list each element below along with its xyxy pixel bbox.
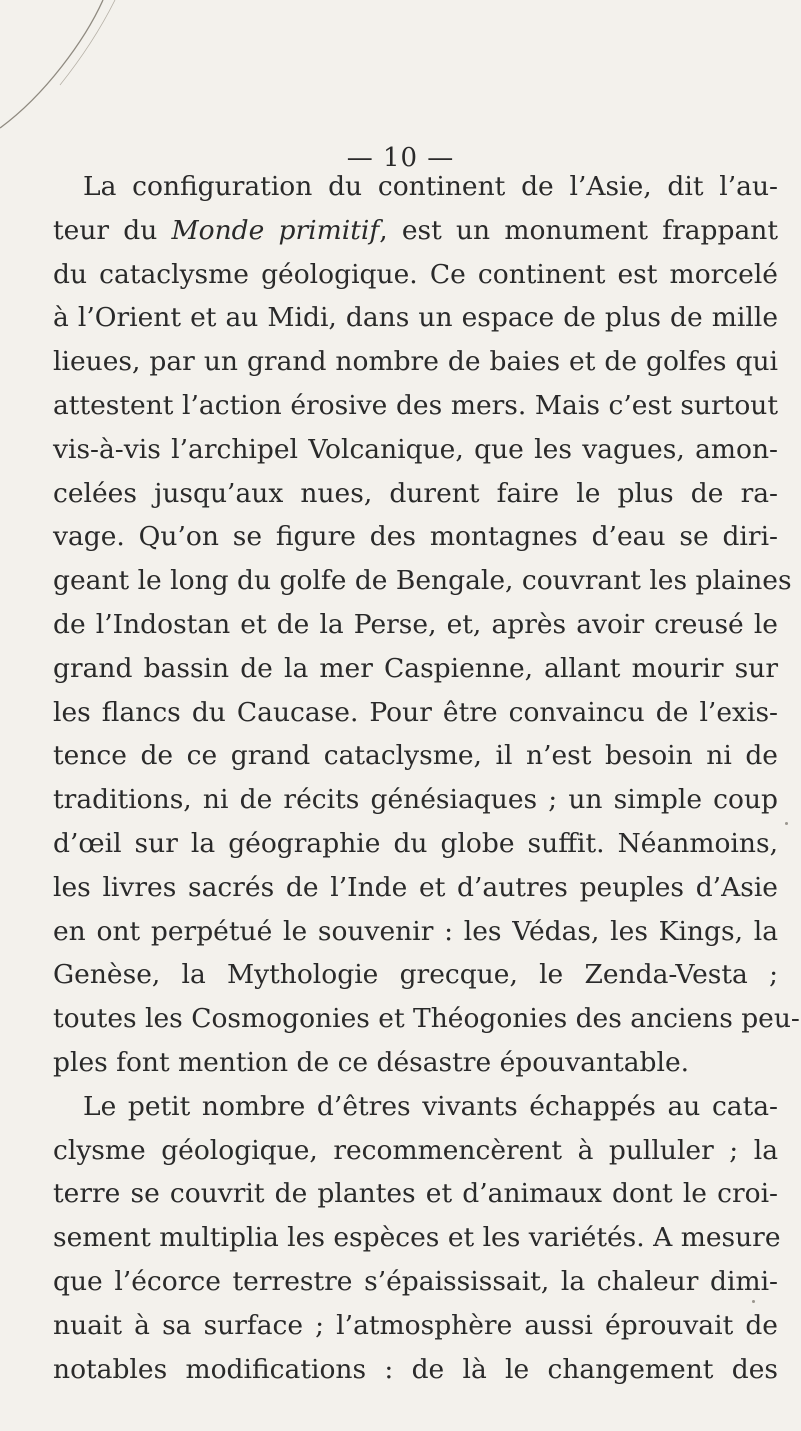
text-line: du cataclysme géologique. Ce continent est morcelé — [53, 258, 778, 290]
text-line: Genèse, la Mythologie grecque, le Zenda-Vesta ; — [53, 959, 778, 991]
text-line: geant le long du golfe de Bengale, couvrant les plaines — [53, 565, 792, 597]
text-line: celées jusqu’aux nues, durent faire le plus de ra- — [53, 477, 778, 509]
text-line: en ont perpétué le souvenir : les Védas, les Kings, la — [53, 915, 778, 947]
text-line: Le petit nombre d’êtres vivants échappés au cata- — [83, 1090, 778, 1122]
text-line: notables modifications : de là le changement des — [53, 1353, 778, 1385]
body-text — [53, 165, 800, 1391]
text-line: lieues, par un grand nombre de baies et de golfes qui — [53, 346, 778, 378]
page-number: — 10 — — [346, 143, 455, 173]
text-line: tence de ce grand cataclysme, il n’est besoin ni de — [53, 740, 778, 772]
text-line: grand bassin de la mer Caspienne, allant mourir sur — [53, 652, 778, 684]
text-line: ples font mention de ce désastre épouvantable. — [53, 1046, 690, 1078]
paper-speck — [752, 1300, 755, 1303]
book-title-italic: Monde primitif — [171, 214, 380, 246]
text-line: de l’Indostan et de la Perse, et, après avoir creusé le — [53, 608, 778, 640]
text-line: toutes les Cosmogonies et Théogonies des anciens peu- — [53, 1003, 800, 1035]
text-segment: , est un monument frappant — [379, 214, 779, 246]
paper-speck — [785, 822, 788, 825]
text-line: vage. Qu’on se figure des montagnes d’eau se diri- — [53, 521, 778, 553]
text-line: nuait à sa surface ; l’atmosphère aussi éprouvait de — [53, 1309, 778, 1341]
text-line: La configuration du continent de l’Asie, dit l’au- — [83, 171, 778, 202]
text-line: sement multiplia les espèces et les variétés. A mesure — [53, 1222, 781, 1254]
text-line: attestent l’action érosive des mers. Mais c’est surtout — [53, 389, 778, 421]
text-line — [53, 209, 778, 253]
text-line: les flancs du Caucase. Pour être convaincu de l’exis- — [53, 696, 778, 728]
text-line: à l’Orient et au Midi, dans un espace de plus de mille — [53, 302, 778, 334]
text-line: les livres sacrés de l’Inde et d’autres peuples d’Asie — [53, 871, 778, 903]
page-fold-mark — [0, 0, 140, 150]
text-line: traditions, ni de récits génésiaques ; un simple coup — [53, 784, 778, 816]
text-line: d’œil sur la géographie du globe suffit. Néanmoins, — [53, 827, 778, 859]
text-line: terre se couvrit de plantes et d’animaux dont le croi- — [53, 1178, 778, 1210]
text-segment: teur du — [53, 214, 172, 246]
text-line: vis-à-vis l’archipel Volcanique, que les vagues, amon- — [53, 433, 778, 465]
text-line: clysme géologique, recommencèrent à pulluler ; la — [53, 1134, 778, 1166]
text-line: que l’écorce terrestre s’épaississait, la chaleur dimi- — [53, 1265, 778, 1297]
